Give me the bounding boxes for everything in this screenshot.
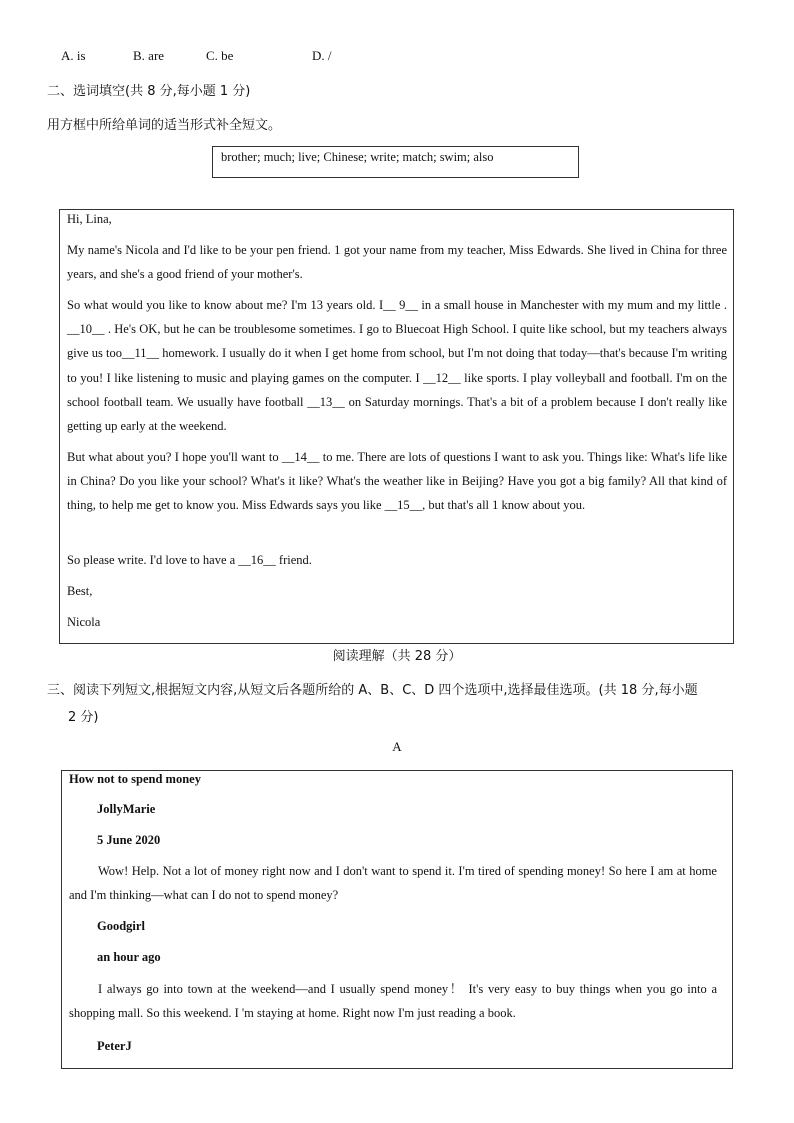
option-d: D. / bbox=[312, 48, 332, 63]
post3-username: PeterJ bbox=[97, 1039, 132, 1053]
section3-title-cont: 2 分) bbox=[68, 710, 99, 725]
letter-paragraph-1: My name's Nicola and I'd like to be your pen friend. 1 got your name from my teacher, Miss Edwards. She lived in China for three years, and she's a good friend of your mother's. bbox=[67, 243, 727, 282]
post1-username: JollyMarie bbox=[97, 802, 156, 816]
post2-username: Goodgirl bbox=[97, 919, 145, 933]
letter-paragraph-4: So please write. I'd love to have a __16__ friend. bbox=[67, 553, 312, 567]
post1-text: Wow! Help. Not a lot of money right now and I don't want to spend it. I'm tired of spending money! So here I am at home and I'm thinking—what can I do not to spend money? bbox=[69, 864, 717, 903]
letter-box bbox=[59, 209, 734, 644]
letter-closing: Best, bbox=[67, 584, 93, 598]
letter-signature: Nicola bbox=[67, 615, 101, 629]
word-box-text: brother; much; live; Chinese; write; match; swim; also bbox=[221, 150, 494, 164]
letter-greeting: Hi, Lina, bbox=[67, 212, 112, 226]
reading-header: 阅读理解（共 28 分） bbox=[332, 649, 462, 664]
post1-date: 5 June 2020 bbox=[97, 833, 161, 847]
forum-title: How not to spend money bbox=[69, 772, 201, 786]
forum-box bbox=[61, 770, 733, 1069]
option-b: B. are bbox=[133, 48, 165, 63]
option-a: A. is bbox=[61, 48, 86, 63]
section3-title: 三、阅读下列短文,根据短文内容,从短文后各题所给的 A、B、C、D 四个选项中,选择最佳选项。(共 18 分,每小题 bbox=[47, 683, 698, 698]
letter-paragraph-2: So what would you like to know about me? I'm 13 years old. I__ 9__ in a small house in Manchester with my mum and my little . __10__ . He's OK, but he can be troublesome sometimes. I go to Bluecoat High School. I quite like school, but my teachers always give us too__11__ homework. I usually do it when I get home from school, but I'm not doing that today—that's because I'm writing to you! I like listening to music and playing games on the computer. I __12__ like sports. I play volleyball and football. I'm on the school football team. We usually have football __13__ on Saturday mornings. That's a bit of a problem because I don't really like getting up early at the weekend. bbox=[67, 298, 727, 434]
word-box bbox=[212, 146, 579, 178]
option-c: C. be bbox=[206, 48, 234, 63]
passage-label: A bbox=[392, 739, 402, 754]
post2-time: an hour ago bbox=[97, 950, 161, 964]
section2-title: 二、选词填空(共 8 分,每小题 1 分) bbox=[47, 84, 251, 99]
letter-paragraph-3: But what about you? I hope you'll want to __14__ to me. There are lots of questions I want to ask you. Things like: What's life like in China? Do you like your school? What's it like? What's the weather like in Beijing? Have you got a big family? All that kind of thing, to help me get to know you. Miss Edwards says you like __15__, but that's all 1 know about you. bbox=[67, 450, 727, 513]
section2-instruction: 用方框中所给单词的适当形式补全短文。 bbox=[47, 118, 282, 133]
post2-text: I always go into town at the weekend—and I usually spend money！ It's very easy to buy things when you go into a shopping mall. So this weekend. I 'm staying at home. Right now I'm just reading a book. bbox=[69, 982, 717, 1021]
